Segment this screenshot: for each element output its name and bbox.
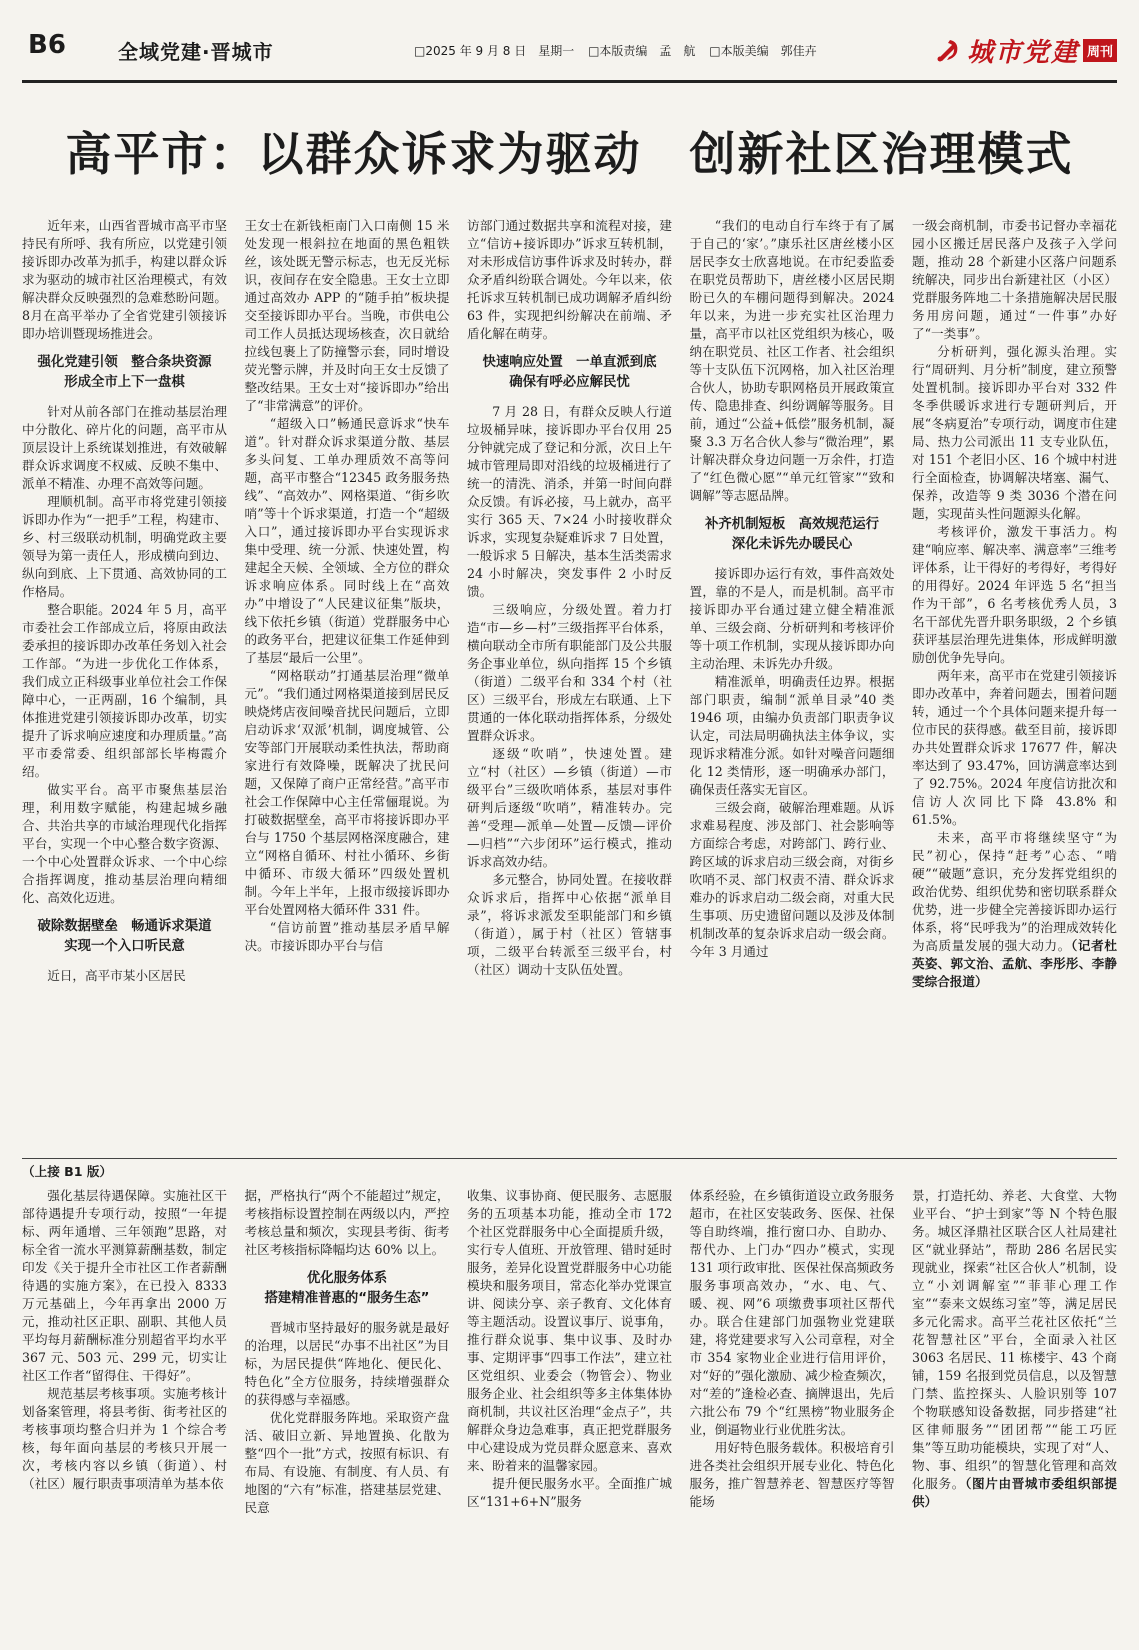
paragraph-text: 优化党群服务阵地。采取资产盘活、破旧立新、异地置换、化散为整“四个一批”方式，按照有标识、有布局、有设施、有制度、有人员、有地图的“六有”标准，搭建基层党建、民意 bbox=[244, 1410, 450, 1515]
newspaper-page bbox=[22, 22, 1117, 1632]
issue-meta bbox=[414, 42, 827, 59]
editor-credit: □本版责编 孟 航 bbox=[588, 44, 696, 58]
text-column bbox=[245, 217, 450, 1152]
masthead bbox=[22, 22, 1117, 83]
reporter-credit: （记者杜英姿、郭文治、孟航、李彤彤、李静雯综合报道） bbox=[912, 938, 1117, 989]
paragraph-text: 逐级“吹哨”，快速处置。建立“村（社区）—乡镇（街道）—市级平台”三级吹哨体系，基层对事件研判后逐级“吹哨”，精准转办。完善“受理—派单—处置—反馈—评价—归档”“六步闭环”运行模式，推动诉求高效办结。 bbox=[467, 746, 672, 869]
subheading-line: 实现一个入口听民意 bbox=[64, 939, 185, 954]
paragraph bbox=[912, 343, 1117, 523]
paragraph bbox=[467, 403, 672, 601]
paragraph bbox=[22, 967, 227, 985]
paragraph-text: “信访前置”推动基层矛盾早解决。市接诉即办平台与信 bbox=[244, 920, 450, 953]
paragraph-text: 理顺机制。高平市将党建引领接诉即办作为“一把手”工程，构建市、乡、村三级联动机制，明确党政主要领导为第一责任人，形成横向到边、纵向到底、上下贯通、高效协同的工作格局。 bbox=[22, 494, 227, 599]
brand-logo bbox=[933, 30, 1117, 70]
paragraph bbox=[690, 673, 895, 799]
section-subheading bbox=[22, 353, 227, 393]
subheading-line: 确保有呼必应解民忧 bbox=[509, 375, 630, 390]
paragraph-text: 精准派单，明确责任边界。根据部门职责，编制“派单目录”40 类 1946 项，由编办负责部门职责争议认定，司法局明确执法主体争议，实现诉求精准分派。如针对噪音问题细化 12 类情形，逐一明确承办部门，确保责任落实无盲区。 bbox=[689, 674, 895, 797]
paragraph bbox=[22, 601, 227, 781]
paragraph bbox=[912, 523, 1117, 667]
page-number: B6 bbox=[28, 30, 66, 60]
paragraph-text: 体系经验，在乡镇街道设立政务服务超市，在社区安装政务、医保、社保等自助终端，推行窗口办、自助办、帮代办、上门办“四办”模式，实现 131 项行政审批、医保社保高频政务服务事项高效办，“水、电、气、暖、视、网”6 项缴费事项社区帮代办。联合住建部门加强物业党建联建，将党建要求写入公司章程，对全市 354 家物业企业进行信用评价，对“好的”强化激励、减少检查频次，对“差的”逢检必查、摘牌退出，先后六批公布 79 个“红黑榜”物业服务企业，倒逼物业行业优胜劣汰。 bbox=[689, 1188, 895, 1437]
subheading-line: 优化服务体系 bbox=[306, 1271, 388, 1286]
paragraph bbox=[467, 745, 672, 871]
subheading-line: 强化党建引领 整合条块资源 bbox=[37, 355, 212, 370]
paragraph bbox=[467, 601, 672, 745]
paragraph bbox=[22, 493, 227, 601]
brand-tag: 周刊 bbox=[1083, 39, 1117, 62]
paragraph-text: 近年来，山西省晋城市高平市坚持民有所呼、我有所应，以党建引领接诉即办改革为抓手，构建以群众诉求为驱动的城市社区治理模式，有效解决群众反映强烈的急难愁盼问题。8月在高平举办了全省党建引领接诉即办培训暨现场推进会。 bbox=[22, 218, 227, 341]
paragraph bbox=[912, 829, 1117, 991]
paragraph bbox=[690, 799, 895, 961]
paragraph-text: “超级入口”畅通民意诉求“快车道”。针对群众诉求渠道分散、基层多头问复、工单办理质效不高等问题，高平市整合“12345 政务服务热线”、“高效办”、网格渠道、“街乡吹哨”等十个诉求渠道，打造一个“超级入口”，通过接诉即办平台实现诉求集中受理、统一分派、快速处置，构建起全天候、全领域、全方位的群众诉求响应体系。同时线上在“高效办”中增设了“人民建议征集”版块，线下依托乡镇（街道）党群服务中心的政务平台，把建议征集工作延伸到了基层“最后一公里”。 bbox=[244, 416, 450, 665]
paragraph bbox=[690, 1187, 895, 1439]
paragraph-text: 强化基层待遇保障。实施社区干部待遇提升专项行动，按照“一年提标、两年通增、三年领跑”思路，对标全省一流水平测算薪酬基数，制定印发《关于提升全市社区工作者薪酬待遇的实施方案》，在已投入 8333 万元基础上，今年再拿出 2000 万元，推动社区正职、副职、其他人员平均每月薪酬标准分别超省平均水平 367 元、503 元、299 元，切实让社区工作者“留得住、干得好”。 bbox=[22, 1188, 227, 1383]
paragraph bbox=[245, 667, 450, 919]
paragraph-text: 考核评价，激发干事活力。构建“响应率、解决率、满意率”三维考评体系，让干得好的考得好，考得好的用得好。2024 年评选 5 名“担当作为干部”，6 名考核优秀人员，3 名干部优先晋升职务职级，2 个乡镇获评基层治理先进集体，形成鲜明激励创优争先导向。 bbox=[912, 524, 1117, 665]
paragraph-text: 7 月 28 日，有群众反映人行道垃圾桶异味，接诉即办平台仅用 25 分钟就完成了登记和分派，次日上午城市管理局即对沿线的垃圾桶进行了统一的清洗、消杀，并第一时间向群众反馈。有诉必接，马上就办，高平实行 365 天、7×24 小时接收群众诉求，实现复杂疑难诉求 7 日处置，一般诉求 5 日解决，基本生活类需求 24 小时解决，突发事件 2 小时反馈。 bbox=[467, 404, 672, 599]
article-body-bottom bbox=[22, 1187, 1117, 1632]
paragraph bbox=[912, 667, 1117, 829]
continued-divider bbox=[22, 1158, 1117, 1179]
paragraph bbox=[22, 217, 227, 343]
paragraph-text: 接诉即办运行有效，事件高效处置，靠的不是人，而是机制。高平市接诉即办平台通过建立健全精准派单、三级会商、分析研判和考核评价等十项工作机制，实现从接诉即办向主动治理、未诉先办升级。 bbox=[689, 566, 895, 671]
section-subheading bbox=[22, 917, 227, 957]
paragraph bbox=[912, 1187, 1117, 1511]
paragraph-text: 收集、议事协商、便民服务、志愿服务的五项基本功能，推动全市 172 个社区党群服务中心全面提质升级，实行专人值班、开放管理、错时延时服务，差异化设置党群服务中心功能模块和服务项目，常态化举办党课宣讲、阅读分享、亲子教育、文化体育等主题活动。设置议事厅、说事角，推行群众说事、集中议事、及时办事、定期评事“四事工作法”，建立社区党组织、业委会（物管会）、物业服务企业、社会组织等多主体集体协商机制，共议社区治理“金点子”，共解群众身边急难事，真正把党群服务中心建设成为党员群众愿意来、喜欢来、盼着来的温馨家园。 bbox=[467, 1188, 672, 1473]
paragraph-text: 据，严格执行“两个不能超过”规定，考核指标设置控制在两级以内，严控考核总量和频次，实现县考街、街考社区考核指标降幅均达 60% 以上。 bbox=[244, 1188, 450, 1257]
paragraph-text: “网格联动”打通基层治理“微单元”。“我们通过网格渠道接到居民反映烧烤店夜间噪音扰民问题后，立即启动诉求‘双派’机制，调度城管、公安等部门开展联动柔性执法，帮助商家进行有效降噪，既解决了扰民问题，又保障了商户正常经营。”高平市社会工作保障中心主任常俪琨说。为打破数据壁垒，高平市将接诉即办平台与 1750 个基层网格深度融合，建立“网格自循环、村社小循环、乡街中循环、市级大循环”四级处置机制。今年上半年，上报市级接诉即办平台处置网格大循环件 331 件。 bbox=[244, 668, 450, 917]
paragraph-text: 三级会商，破解治理难题。从诉求难易程度、涉及部门、社会影响等方面综合考虑，对跨部门、跨行业、跨区域的诉求启动三级会商，对街乡吹哨不灵、部门权责不清、群众诉求难办的诉求启动二级会商，对重大民生事项、历史遗留问题以及涉及体制机制改革的复杂诉求启动一级会商。今年 3 月通过 bbox=[689, 800, 895, 959]
paragraph-text: 近日，高平市某小区居民 bbox=[47, 968, 186, 983]
article-headline: 高平市：以群众诉求为驱动 创新社区治理模式 bbox=[65, 127, 1074, 181]
paragraph bbox=[690, 565, 895, 673]
text-column bbox=[467, 217, 672, 1152]
text-column bbox=[22, 1187, 227, 1632]
continued-label: （上接 B1 版） bbox=[22, 1161, 118, 1180]
paragraph-text: 多元整合，协同处置。在接收群众诉求后，指挥中心依据“派单目录”，将诉求派发至职能部门和乡镇（街道），属于村（社区）管辖事项，二级平台转派至三级平台，村（社区）调动十支队伍处置。 bbox=[467, 872, 672, 977]
subheading-line: 搭建精准普惠的“服务生态” bbox=[264, 1291, 430, 1306]
paragraph-text: 景，打造托幼、养老、大食堂、大物业平台、“护士到家”等 N 个特色服务。城区泽鼎社区联合区人社局建社区“就业驿站”，帮助 286 名居民实现就业，探索“社区合伙人”机制，设立“小刘调解室”“菲菲心理工作室”“泰来文娱练习室”等，满足居民多元化需求。高平兰花社区依托“兰花智慧社区”平台，全面录入社区 3063 名居民、11 栋楼宇、43 个商铺，159 名报到党员信息，以及智慧门禁、监控探头、人脸识别等 107 个物联感知设备数据，同步搭建“社区律师服务”“团团帮”“能工巧匠集”等互助功能模块，实现了对“人、物、事、组织”的智慧化管理和高效化服务。 bbox=[912, 1188, 1117, 1491]
paragraph bbox=[245, 919, 450, 955]
subheading-line: 补齐机制短板 高效规范运行 bbox=[704, 517, 880, 532]
paragraph bbox=[245, 1319, 450, 1409]
subheading-line: 深化未诉先办暖民心 bbox=[731, 537, 853, 552]
paragraph-text: 未来，高平市将继续坚守“为民”初心，保持“赶考”心态、“啃硬”“破题”意识，充分发挥党组织的政治优势、组织优势和密切联系群众优势，进一步健全完善接诉即办运行体系，将“民呼我为”的治理成效转化为高质量发展的强大动力。 bbox=[912, 830, 1117, 953]
text-column bbox=[690, 1187, 895, 1632]
subheading-line: 形成全市上下一盘棋 bbox=[64, 375, 185, 390]
paragraph-text: 访部门通过数据共享和流程对接，建立“信访+接诉即办”诉求互转机制，对未形成信访事件诉求及时转办，群众矛盾纠纷联合调处。今年以来，依托诉求互转机制已成功调解矛盾纠纷 63 件，实现把纠纷解决在前端、矛盾化解在萌芽。 bbox=[467, 218, 672, 341]
paragraph-text: 王女士在新钱柜南门入口南侧 15 米处发现一根斜拉在地面的黑色粗铁丝，该处既无警示标志，也无反光标识，夜间存在安全隐患。王女士立即通过高效办 APP 的“随手拍”板块提交至接诉即办平台。当晚，市供电公司工作人员抵达现场核查，次日就给拉线包裹上了防撞警示套，同时增设荧光警示牌，并及时向王女士反馈了整改结果。王女士对“接诉即办”给出了“非常满意”的评价。 bbox=[244, 218, 450, 413]
party-emblem-icon bbox=[933, 36, 961, 64]
paragraph bbox=[245, 415, 450, 667]
paragraph bbox=[467, 1187, 672, 1475]
paragraph bbox=[690, 217, 895, 505]
paragraph-text: 规范基层考核事项。实施考核计划备案管理，将县考街、街考社区的考核事项均整合归并为 1 个综合考核，每年面向基层的考核只开展一次，考核内容以乡镇（街道）、村（社区）履行职责事项清单为基本依 bbox=[22, 1386, 227, 1491]
paragraph bbox=[690, 1439, 895, 1511]
paragraph bbox=[912, 217, 1117, 343]
paragraph bbox=[467, 1475, 672, 1511]
paragraph bbox=[467, 217, 672, 343]
article-body-top bbox=[22, 217, 1117, 1152]
text-column bbox=[912, 217, 1117, 1152]
paragraph bbox=[245, 217, 450, 415]
paragraph-text: 针对从前各部门在推动基层治理中分散化、碎片化的问题，高平市从顶层设计上系统谋划推进，有效破解群众诉求调度不权威、反映不集中、派单不精准、办理不高效等问题。 bbox=[22, 404, 227, 491]
text-column bbox=[690, 217, 895, 1152]
subheading-line: 快速响应处置 一单直派到底 bbox=[482, 355, 657, 370]
section-subheading bbox=[245, 1269, 450, 1309]
reporter-credit: （图片由晋城市委组织部提供） bbox=[912, 1476, 1117, 1509]
section-title: 全域党建·晋城市 bbox=[118, 40, 274, 64]
paragraph-text: 整合职能。2024 年 5 月，高平市委社会工作部成立后，将原由政法委承担的接诉即办改革任务划入社会工作部。“为进一步优化工作体系，我们成立正科级事业单位社会工作保障中心，一正两副，16 个编制，具体推进党建引领接诉即办改革，切实提升了诉求响应速度和办理质量。”高平市委常委、组织部部长毕梅霞介绍。 bbox=[22, 602, 227, 779]
paragraph-text: 用好特色服务载体。积极培育引进各类社会组织开展专业化、特色化服务，推广智慧养老、智慧医疗等智能场 bbox=[689, 1440, 895, 1509]
paragraph bbox=[22, 403, 227, 493]
brand-name: 城市党建 bbox=[966, 37, 1079, 68]
paragraph bbox=[22, 1187, 227, 1385]
paragraph-text: 提升便民服务水平。全面推广城区“131+6+N”服务 bbox=[467, 1476, 672, 1509]
designer-credit: □本版美编 郭佳卉 bbox=[709, 44, 817, 58]
paragraph bbox=[245, 1409, 450, 1517]
text-column bbox=[912, 1187, 1117, 1632]
paragraph-text: 两年来，高平市在党建引领接诉即办改革中，奔着问题去，围着问题转，通过一个个具体问题来提升每一位市民的获得感。截至目前，接诉即办共处置群众诉求 17677 件，解决率达到了 93.47%，回访满意率达到了 92.75%。2024 年度信访批次和信访人次同比下降 43.8% 和 61.5%。 bbox=[912, 668, 1117, 827]
paragraph-text: 做实平台。高平市聚焦基层治理，利用数字赋能，构建起城乡融合、共治共享的市域治理现代化指挥平台，实现一个中心整合数字资源、一个中心处置群众诉求、一个中心综合指挥调度，推动基层治理向精细化、高效化迈进。 bbox=[22, 782, 227, 905]
paragraph-text: 一级会商机制，市委书记督办幸福花园小区搬迁居民落户及孩子入学问题，推动 28 个新建小区落户问题系统解决，同步出台新建社区（小区）党群服务阵地二十条措施解决居民服务用房问题，通过“一件事”办好了“一类事”。 bbox=[912, 218, 1117, 341]
paragraph bbox=[22, 1385, 227, 1493]
text-column bbox=[22, 217, 227, 1152]
paragraph-text: 分析研判，强化源头治理。实行“周研判、月分析”制度，建立预警处置机制。接诉即办平台对 332 件冬季供暖诉求进行专题研判后，开展“冬病夏治”专项行动，调度市住建局、热力公司派出 11 支专业队伍，对 151 个老旧小区、16 个城中村进行全面检查，协调解决堵塞、漏气、保养，改造等 9 类 3036 个潜在问题，实现苗头性问题源头化解。 bbox=[912, 344, 1117, 521]
section-subheading bbox=[467, 353, 672, 393]
section-subheading bbox=[690, 515, 895, 555]
paragraph-text: 三级响应，分级处置。着力打造“市—乡—村”三级指挥平台体系，横向联动全市所有职能部门及公共服务企事业单位，纵向指挥 15 个乡镇（街道）二级平台和 334 个村（社区）三级平台，形成左右联通、上下贯通的一体化联动指挥体系，分级处置群众诉求。 bbox=[467, 602, 672, 743]
paragraph bbox=[467, 871, 672, 979]
subheading-line: 破除数据壁垒 畅通诉求渠道 bbox=[37, 919, 212, 934]
text-column bbox=[467, 1187, 672, 1632]
paragraph bbox=[245, 1187, 450, 1259]
issue-date: □2025 年 9 月 8 日 星期一 bbox=[414, 44, 575, 58]
paragraph-text: 晋城市坚持最好的服务就是最好的治理，以居民“办事不出社区”为目标，为居民提供“阵地化、便民化、特色化”全方位服务，持续增强群众的获得感与幸福感。 bbox=[244, 1320, 450, 1407]
paragraph-text: “我们的电动自行车终于有了属于自己的‘家’。”康乐社区唐丝楼小区居民李女士欣喜地说。在市纪委监委在职党员帮助下，唐丝楼小区居民期盼已久的车棚问题得到解决。2024 年以来，为进一步充实社区治理力量，高平市以社区党组织为核心，吸纳在职党员、社区工作者、社会组织等十支队伍下沉网格，加入社区治理合伙人，协助专职网格员开展政策宣传、隐患排查、纠纷调解等服务。目前，通过“公益+低偿”服务机制，凝聚 3.3 万名合伙人参与“微治理”，累计解决群众身边问题一万余件，打造了“红色微心愿”“单元红管家”“致和调解”等志愿品牌。 bbox=[689, 218, 895, 503]
paragraph bbox=[22, 781, 227, 907]
text-column bbox=[245, 1187, 450, 1632]
